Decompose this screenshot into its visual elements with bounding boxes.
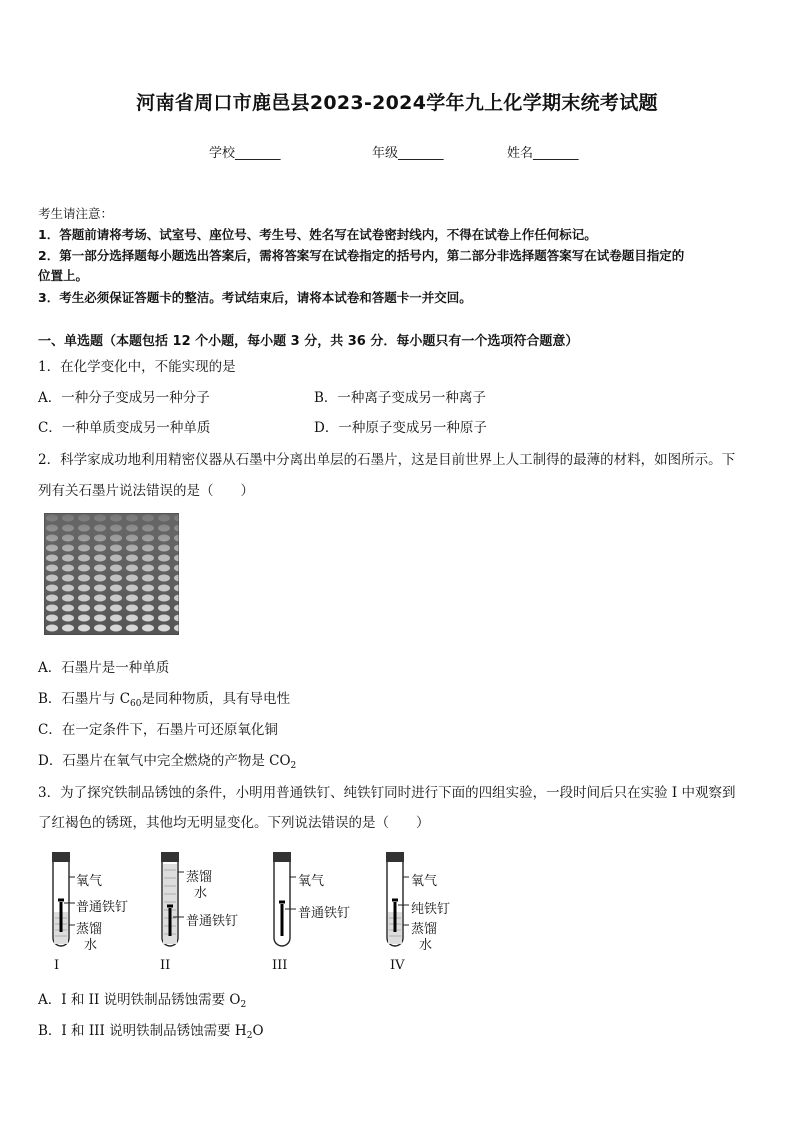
tube3-roman: III (272, 958, 288, 973)
tube1-label-water1: 蒸馏 (76, 922, 103, 937)
tube4-label-water1: 蒸馏 (411, 922, 438, 937)
graphene-image (44, 513, 179, 635)
tube2-roman: II (160, 958, 171, 973)
tube2-label-water2: 水 (194, 886, 208, 901)
q3-stem-line2: 了红褐色的锈斑，其他均无明显变化。下列说法错误的是（ ） (38, 815, 430, 831)
notice-item-2: 2．第一部分选择题每小题选出答案后，需将答案写在试卷指定的括号内，第二部分非选择题答案写在试卷题目指定的 (38, 248, 685, 263)
tube1-label-nail: 普通铁钉 (76, 900, 129, 915)
q1-option-d: D．一种原子变成另一种原子 (314, 420, 487, 436)
tube1-label-water2: 水 (84, 938, 98, 953)
notice-item-3: 3．考生必须保证答题卡的整洁。考试结束后，请将本试卷和答题卡一并交回。 (38, 290, 472, 305)
test-tube-1 (52, 852, 75, 946)
q1-option-c: C．一种单质变成另一种单质 (38, 420, 211, 436)
q2-stem-line2: 列有关石墨片说法错误的是（ ） (38, 483, 254, 499)
tube3-label-oxygen: 氧气 (298, 874, 325, 889)
notice-item-2-cont: 位置上。 (38, 268, 89, 283)
q2-option-b: B．石墨片与 $C_{60}$是同种物质，具有导电性 (38, 691, 290, 709)
q1-option-a: A．一种分子变成另一种分子 (38, 390, 210, 406)
q1-option-b: B．一种离子变成另一种离子 (314, 390, 486, 406)
notice-heading: 考生请注意： (38, 206, 114, 221)
name-field: 姓名_______ (507, 146, 579, 161)
school-field: 学校_______ (209, 146, 281, 161)
section-heading: 一、单选题（本题包括 12 个小题，每小题 3 分，共 36 分．每小题只有一个选项符合题意） (38, 334, 579, 349)
tube2-label-water1: 蒸馏 (186, 870, 213, 885)
q3-option-a: A．I 和 II 说明铁制品锈蚀需要 $O_2$ (38, 992, 247, 1010)
tube3-label-nail: 普通铁钉 (298, 906, 351, 921)
q2-option-d: D．石墨片在氧气中完全燃烧的产物是 $CO_2$ (38, 753, 297, 771)
q2-option-a: A．石墨片是一种单质 (38, 660, 170, 676)
q1-stem: 1．在化学变化中，不能实现的是 (38, 359, 236, 375)
tube2-label-nail: 普通铁钉 (186, 914, 239, 929)
tube4-roman: IV (390, 958, 405, 973)
tube4-label-nail: 纯铁钉 (411, 902, 451, 917)
tube4-label-oxygen: 氧气 (411, 874, 438, 889)
grade-field: 年级_______ (372, 146, 444, 161)
q3-option-b: B．I 和 III 说明铁制品锈蚀需要 $H_2O$ (38, 1023, 264, 1041)
test-tube-3 (273, 852, 296, 946)
tube1-roman: I (54, 958, 60, 973)
page-title: 河南省周口市鹿邑县2023-2024学年九上化学期末统考试题 (136, 92, 658, 114)
test-tube-2 (161, 852, 184, 946)
tube4-label-water2: 水 (419, 938, 433, 953)
tube1-label-oxygen: 氧气 (76, 874, 103, 889)
test-tube-4 (386, 852, 409, 946)
q3-stem-line1: 3．为了探究铁制品锈蚀的条件，小明用普通铁钉、纯铁钉同时进行下面的四组实验，一段时间后只在实验 I 中观察到 (38, 785, 736, 801)
q2-option-c: C．在一定条件下，石墨片可还原氧化铜 (38, 722, 278, 738)
q2-stem-line1: 2．科学家成功地利用精密仪器从石墨中分离出单层的石墨片，这是目前世界上人工制得的最薄的材料，如图所示。下 (38, 452, 736, 468)
notice-item-1: 1．答题前请将考场、试室号、座位号、考生号、姓名写在试卷密封线内，不得在试卷上作任何标记。 (38, 227, 597, 242)
